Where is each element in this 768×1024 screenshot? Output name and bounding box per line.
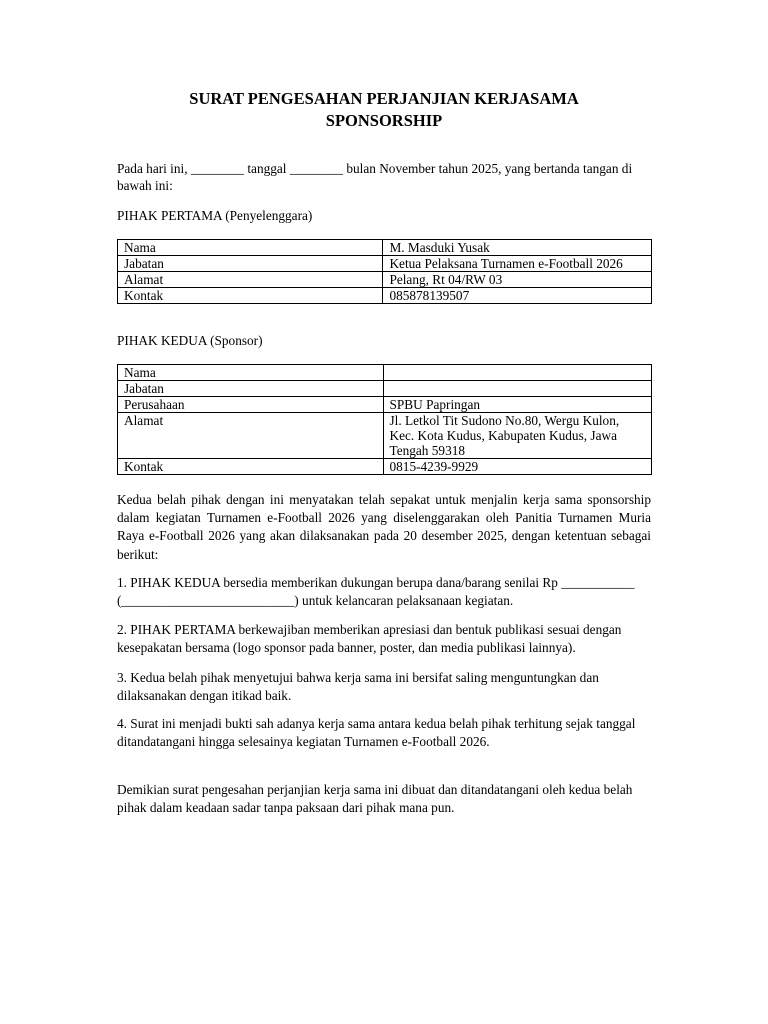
party1-label-alamat: Alamat <box>118 272 383 288</box>
party2-heading: PIHAK KEDUA (Sponsor) <box>117 333 263 348</box>
table-row <box>118 240 652 256</box>
table-row <box>118 413 652 459</box>
title-line-1: SURAT PENGESAHAN PERJANJIAN KERJASAMA <box>189 89 579 108</box>
party1-label-jabatan: Jabatan <box>118 256 383 272</box>
party1-label-nama: Nama <box>118 240 383 256</box>
table-row <box>118 256 652 272</box>
table-row <box>118 397 652 413</box>
intro-paragraph: Pada hari ini, ________ tanggal ________ bulan November tahun 2025, yang bertanda tangan di bawah ini: <box>117 161 633 193</box>
party1-value-alamat: Pelang, Rt 04/RW 03 <box>383 272 652 288</box>
party2-label-alamat: Alamat <box>118 413 384 459</box>
closing-paragraph: Demikian surat pengesahan perjanjian kerja sama ini dibuat dan ditandatangani oleh kedua belah pihak dalam keadaan sadar tanpa paksaan dari pihak mana pun. <box>117 782 633 815</box>
party1-value-kontak: 085878139507 <box>383 288 652 304</box>
term-3: 3. Kedua belah pihak menyetujui bahwa kerja sama ini bersifat saling menguntungkan dan dilaksanakan dengan itikad baik. <box>117 670 599 703</box>
document-title <box>117 88 651 132</box>
table-row <box>118 459 652 475</box>
party2-table <box>117 364 652 475</box>
party1-heading: PIHAK PERTAMA (Penyelenggara) <box>117 208 313 223</box>
table-row <box>118 272 652 288</box>
party1-table <box>117 239 652 304</box>
party2-value-kontak: 0815-4239-9929 <box>383 459 652 475</box>
term-2: 2. PIHAK PERTAMA berkewajiban memberikan apresiasi dan bentuk publikasi sesuai dengan kesepakatan bersama (logo sponsor pada banner, poster, dan media publikasi lainnya). <box>117 622 622 655</box>
party2-label-kontak: Kontak <box>118 459 384 475</box>
agreement-paragraph: Kedua belah pihak dengan ini menyatakan telah sepakat untuk menjalin kerja sama sponsorship dalam kegiatan Turnamen e-Football 2026 yang diselenggarakan oleh Panitia Turnamen Muria Raya e-Football 2026 yang akan dilaksanakan pada 20 desember 2025, dengan ketentuan sebagai berikut: <box>117 492 651 562</box>
table-row <box>118 381 652 397</box>
party2-value-nama <box>383 365 652 381</box>
party2-label-perusahaan: Perusahaan <box>118 397 384 413</box>
party2-label-jabatan: Jabatan <box>118 381 384 397</box>
table-row <box>118 365 652 381</box>
party2-value-alamat: Jl. Letkol Tit Sudono No.80, Wergu Kulon, Kec. Kota Kudus, Kabupaten Kudus, Jawa Tengah 59318 <box>383 413 652 459</box>
term-4: 4. Surat ini menjadi bukti sah adanya kerja sama antara kedua belah pihak terhitung sejak tanggal ditandatangani hingga selesainya kegiatan Turnamen e-Football 2026. <box>117 716 636 749</box>
party2-label-nama: Nama <box>118 365 384 381</box>
party1-label-kontak: Kontak <box>118 288 383 304</box>
term-1: 1. PIHAK KEDUA bersedia memberikan dukungan berupa dana/barang senilai Rp ___________ (__________________________) untuk kelancaran pelaksanaan kegiatan. <box>117 575 635 608</box>
title-line-2: SPONSORSHIP <box>325 111 443 130</box>
party1-value-jabatan: Ketua Pelaksana Turnamen e-Football 2026 <box>383 256 652 272</box>
party2-value-jabatan <box>383 381 652 397</box>
party1-value-nama: M. Masduki Yusak <box>383 240 652 256</box>
table-row <box>118 288 652 304</box>
party2-value-perusahaan: SPBU Papringan <box>383 397 652 413</box>
